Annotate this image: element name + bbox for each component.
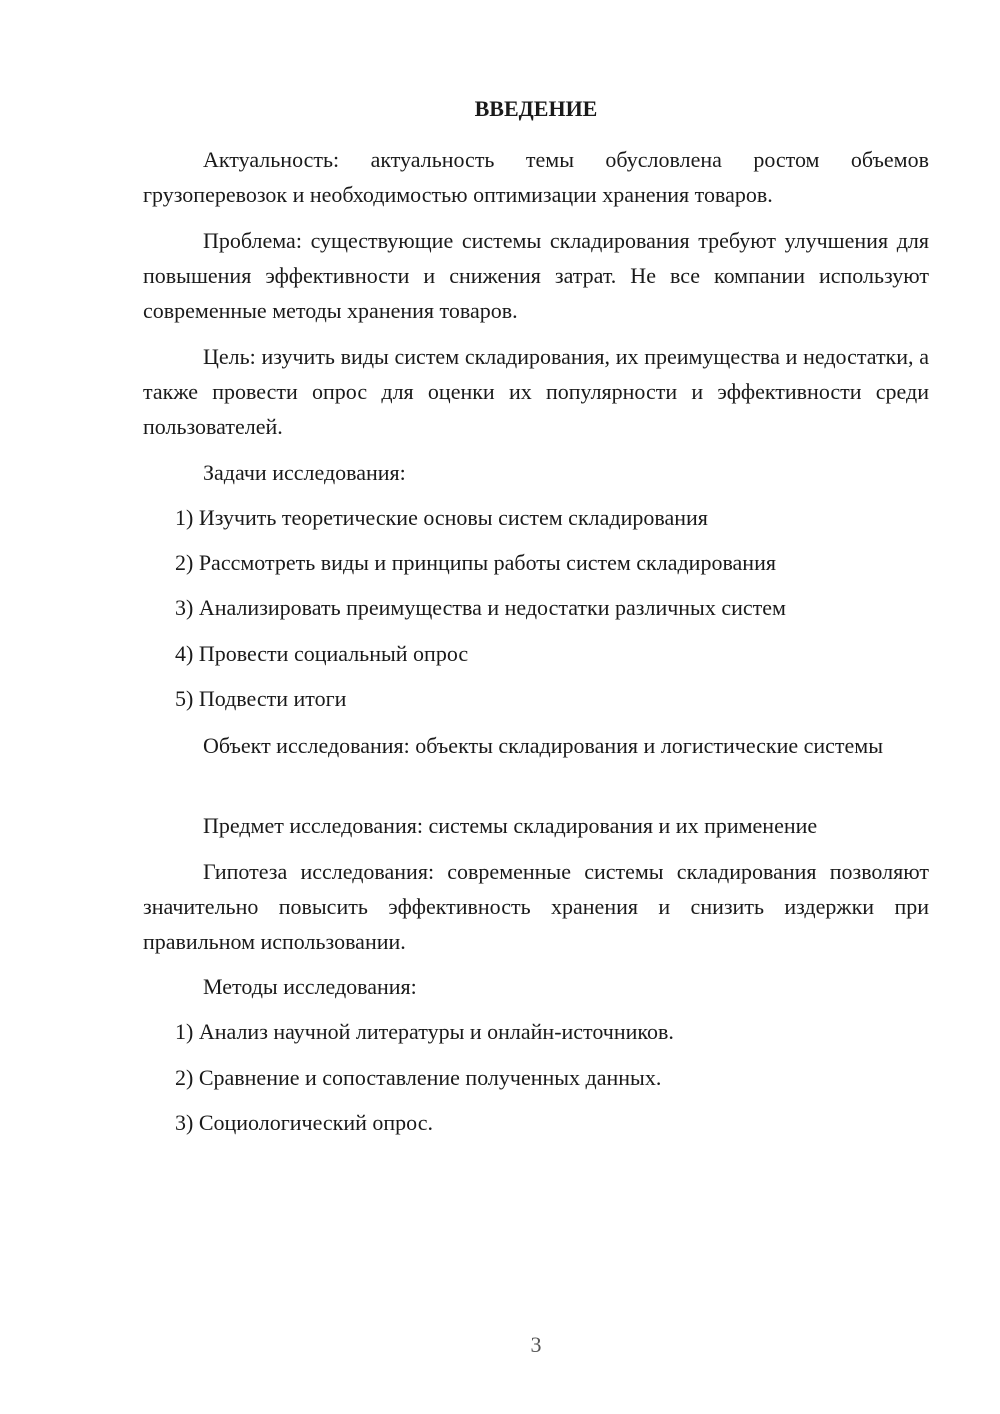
task-item-4: 4) Провести социальный опрос xyxy=(175,641,469,666)
paragraph-relevance: Актуальность: актуальность темы обусловлена ростом объемов грузоперевозок и необходимостью оптимизации хранения товаров. xyxy=(143,147,929,207)
paragraph-subject: Предмет исследования: системы складирования и их применение xyxy=(203,813,818,838)
method-item-3: 3) Социологический опрос. xyxy=(175,1110,433,1135)
methods-title: Методы исследования: xyxy=(203,974,417,999)
page-heading: ВВЕДЕНИЕ xyxy=(474,96,598,121)
paragraph-goal: Цель: изучить виды систем складирования, их преимущества и недостатки, а также провести опрос для оценки их популярности и эффективности среди пользователей. xyxy=(143,344,929,439)
paragraph-problem: Проблема: существующие системы складирования требуют улучшения для повышения эффективности и снижения затрат. Не все компании используют современные методы хранения товаров. xyxy=(143,228,929,323)
paragraph-hypothesis: Гипотеза исследования: современные системы складирования позволяют значительно повысить эффективность хранения и снизить издержки при правильном использовании. xyxy=(143,859,929,954)
task-item-1: 1) Изучить теоретические основы систем складирования xyxy=(175,505,708,530)
task-item-2: 2) Рассмотреть виды и принципы работы систем складирования xyxy=(175,550,776,575)
page-number: 3 xyxy=(530,1332,542,1357)
heading-container xyxy=(0,96,1000,122)
task-item-3: 3) Анализировать преимущества и недостатки различных систем xyxy=(175,595,786,620)
task-item-5: 5) Подвести итоги xyxy=(175,686,347,711)
method-item-1: 1) Анализ научной литературы и онлайн-источников. xyxy=(175,1019,674,1044)
method-item-2: 2) Сравнение и сопоставление полученных данных. xyxy=(175,1065,662,1090)
paragraph-object: Объект исследования: объекты складирования и логистические системы xyxy=(203,733,884,758)
tasks-title: Задачи исследования: xyxy=(203,460,406,485)
